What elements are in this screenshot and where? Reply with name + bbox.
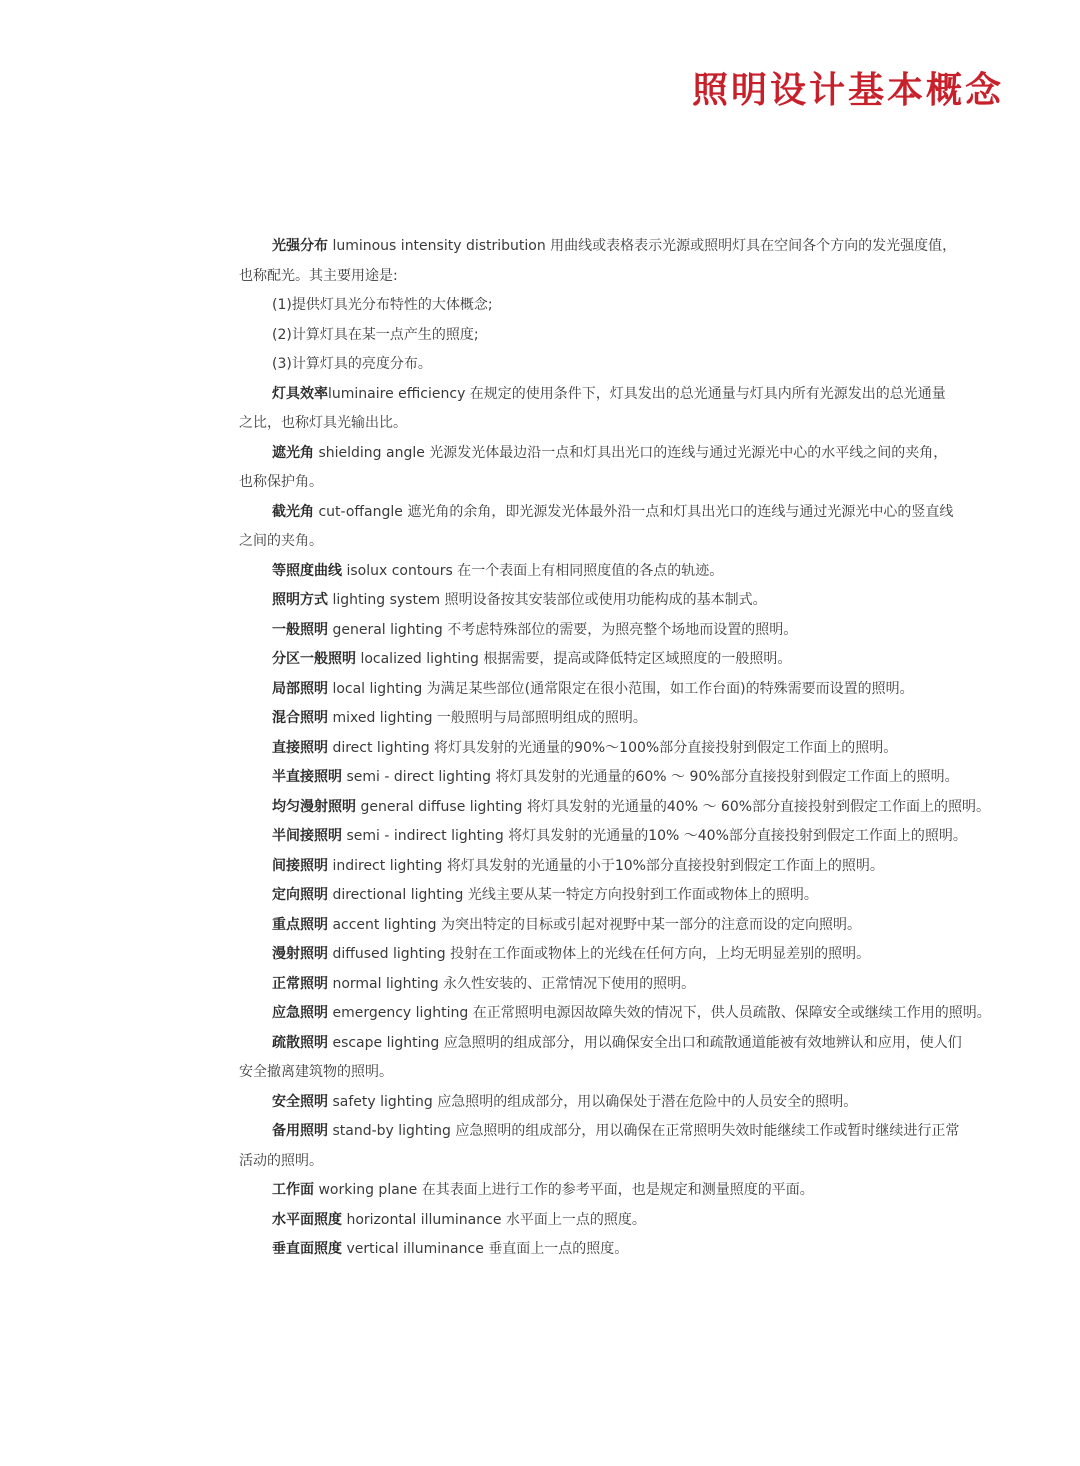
entry-text: luminous intensity distribution 用曲线或表格表示光源或照明灯具在空间各个方向的发光强度值， xyxy=(332,238,957,254)
entry-term: 备用照明 xyxy=(272,1123,328,1139)
entry-term: 直接照明 xyxy=(272,739,328,756)
glossary-entry xyxy=(239,940,1039,970)
entry-term: 等照度曲线 xyxy=(272,562,342,579)
entry-text: luminaire efficiency 在规定的使用条件下，灯具发出的总光通量与灯具内所有光源发出的总光通量 xyxy=(328,385,946,402)
entry-text: safety lighting 应急照明的组成部分，用以确保处于潜在危险中的人员安全的照明。 xyxy=(332,1093,858,1110)
glossary-entry xyxy=(239,616,1039,646)
entry-term: 工作面 xyxy=(272,1182,314,1198)
entry-text: emergency lighting 在正常照明电源因故障失效的情况下，供人员疏散、保障安全或继续工作用的照明。 xyxy=(332,1005,991,1021)
entry-text: direct lighting 将灯具发射的光通量的90%～100%部分直接投射到假定工作面上的照明。 xyxy=(332,739,898,756)
entry-term: 定向照明 xyxy=(272,887,328,903)
entry-term: 半直接照明 xyxy=(272,769,342,785)
entry-continuation: 也称保护角。 xyxy=(239,474,323,490)
entry-term: 一般照明 xyxy=(272,621,328,638)
glossary-entry xyxy=(239,852,1039,882)
entry-text: horizontal illuminance 水平面上一点的照度。 xyxy=(346,1211,646,1228)
page-title: 照明设计基本概念 xyxy=(691,70,1004,111)
entry-text: general diffuse lighting 将灯具发射的光通量的40% ～ 60%部分直接投射到假定工作面上的照明。 xyxy=(360,798,991,815)
glossary-entry xyxy=(239,793,1039,823)
entry-text: cut-offangle 遮光角的余角，即光源发光体最外沿一点和灯具出光口的连线与通过光源光中心的竖直线 xyxy=(318,503,954,520)
glossary-entry xyxy=(239,439,1039,498)
entry-term: 光强分布 xyxy=(272,238,328,254)
entry-continuation: 之比，也称灯具光输出比。 xyxy=(239,415,407,431)
entry-term: 灯具效率 xyxy=(272,385,328,402)
list-item: (2)计算灯具在某一点产生的照度; xyxy=(272,326,479,343)
glossary-entry xyxy=(239,1206,1039,1236)
entry-text: localized lighting 根据需要，提高或降低特定区域照度的一般照明。 xyxy=(360,651,792,667)
entry-term: 半间接照明 xyxy=(272,828,342,844)
list-item: (1)提供灯具光分布特性的大体概念; xyxy=(272,297,493,313)
entry-text: directional lighting 光线主要从某一特定方向投射到工作面或物体上的照明。 xyxy=(332,887,818,903)
entry-term: 疏散照明 xyxy=(272,1034,328,1051)
list-item: (3)计算灯具的亮度分布。 xyxy=(272,356,432,372)
entry-term: 间接照明 xyxy=(272,857,328,874)
glossary-entry xyxy=(239,911,1039,941)
entry-term: 局部照明 xyxy=(272,680,328,697)
glossary-entry xyxy=(239,704,1039,734)
glossary-entry xyxy=(239,734,1039,764)
glossary-entry xyxy=(239,586,1039,616)
glossary-entry xyxy=(239,1235,1039,1265)
entry-term: 分区一般照明 xyxy=(272,651,356,667)
entry-text: working plane 在其表面上进行工作的参考平面，也是规定和测量照度的平面。 xyxy=(318,1182,814,1198)
entry-text: local lighting 为满足某些部位(通常限定在很小范围，如工作台面)的特殊需要而设置的照明。 xyxy=(332,680,914,697)
entry-term: 安全照明 xyxy=(272,1093,328,1110)
entry-text: diffused lighting 投射在工作面或物体上的光线在任何方向，上均无明显差别的照明。 xyxy=(332,946,871,962)
entry-text: escape lighting 应急照明的组成部分，用以确保安全出口和疏散通道能被有效地辨认和应用，使人们 xyxy=(332,1034,962,1051)
entry-text: mixed lighting 一般照明与局部照明组成的照明。 xyxy=(332,710,647,726)
entry-term: 混合照明 xyxy=(272,710,328,726)
entry-term: 截光角 xyxy=(272,503,314,520)
glossary-entry xyxy=(239,675,1039,705)
entry-term: 遮光角 xyxy=(272,444,314,461)
glossary-entry xyxy=(239,1176,1039,1206)
entry-text: lighting system 照明设备按其安装部位或使用功能构成的基本制式。 xyxy=(332,592,767,608)
entry-text: isolux contours 在一个表面上有相同照度值的各点的轨迹。 xyxy=(346,562,724,579)
glossary-entry xyxy=(239,1117,1039,1176)
glossary xyxy=(239,232,1039,1265)
glossary-entry xyxy=(239,1029,1039,1088)
glossary-entry xyxy=(239,970,1039,1000)
glossary-entry xyxy=(239,645,1039,675)
entry-term: 均匀漫射照明 xyxy=(272,798,356,815)
entry-term: 垂直面照度 xyxy=(272,1241,342,1257)
glossary-entry xyxy=(239,498,1039,557)
entry-continuation: 活动的照明。 xyxy=(239,1152,323,1169)
entry-text: vertical illuminance 垂直面上一点的照度。 xyxy=(346,1241,629,1257)
glossary-entry xyxy=(239,822,1039,852)
entry-continuation: 也称配光。其主要用途是: xyxy=(239,267,398,284)
entry-term: 重点照明 xyxy=(272,916,328,933)
glossary-entry xyxy=(239,380,1039,439)
entry-text: indirect lighting 将灯具发射的光通量的小于10%部分直接投射到假定工作面上的照明。 xyxy=(332,857,884,874)
entry-text: semi - direct lighting 将灯具发射的光通量的60% ～ 90%部分直接投射到假定工作面上的照明。 xyxy=(346,769,959,785)
entry-text: general lighting 不考虑特殊部位的需要，为照亮整个场地而设置的照明。 xyxy=(332,621,798,638)
entry-term: 正常照明 xyxy=(272,975,328,992)
glossary-entry xyxy=(239,232,1039,291)
entry-text: normal lighting 永久性安装的、正常情况下使用的照明。 xyxy=(332,975,696,992)
entry-continuation: 之间的夹角。 xyxy=(239,533,323,549)
glossary-entry xyxy=(239,1088,1039,1118)
glossary-entry xyxy=(239,557,1039,587)
entry-text: shielding angle 光源发光体最边沿一点和灯具出光口的连线与通过光源光中心的水平线之间的夹角， xyxy=(318,444,948,461)
glossary-entry xyxy=(239,763,1039,793)
entry-term: 应急照明 xyxy=(272,1005,328,1021)
glossary-entry xyxy=(239,881,1039,911)
entry-text: stand-by lighting 应急照明的组成部分，用以确保在正常照明失效时能继续工作或暂时继续进行正常 xyxy=(332,1123,960,1139)
entry-text: accent lighting 为突出特定的目标或引起对视野中某一部分的注意而设的定向照明。 xyxy=(332,916,861,933)
entry-text: semi - indirect lighting 将灯具发射的光通量的10% ～40%部分直接投射到假定工作面上的照明。 xyxy=(346,828,967,844)
entry-term: 照明方式 xyxy=(272,592,328,608)
entry-term: 漫射照明 xyxy=(272,946,328,962)
entry-term: 水平面照度 xyxy=(272,1211,342,1228)
entry-continuation: 安全撤离建筑物的照明。 xyxy=(239,1064,393,1080)
glossary-entry xyxy=(239,999,1039,1029)
